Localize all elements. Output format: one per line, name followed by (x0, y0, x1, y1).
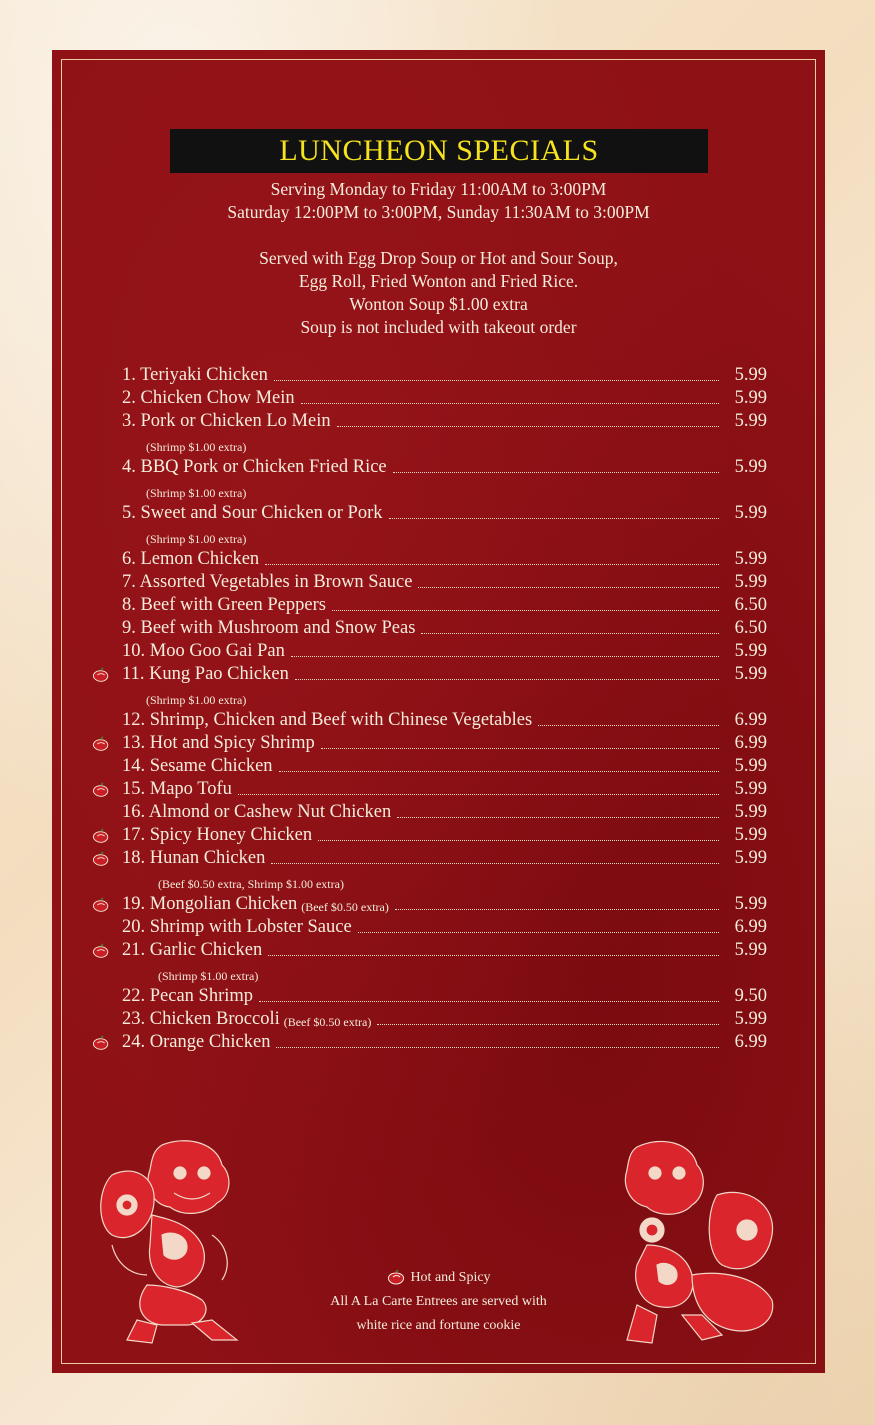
menu-item-name: 7. Assorted Vegetables in Brown Sauce (122, 572, 413, 592)
menu-item (122, 708, 767, 731)
menu-item-name: 9. Beef with Mushroom and Snow Peas (122, 618, 416, 638)
menu-item-price: 5.99 (734, 779, 767, 799)
menu-list (122, 363, 767, 1053)
menu-item (122, 616, 767, 639)
menu-item-name: 17. Spicy Honey Chicken (122, 825, 313, 845)
menu-item-price: 5.99 (734, 549, 767, 569)
legend-label: Hot and Spicy (410, 1270, 491, 1285)
menu-item-price: 5.99 (734, 365, 767, 385)
menu-item-name: 14. Sesame Chicken (122, 756, 273, 776)
menu-item-price: 5.99 (734, 411, 767, 431)
menu-item-inline-note: (Beef $0.50 extra) (301, 900, 389, 914)
menu-item-price: 5.99 (734, 503, 767, 523)
menu-item-note: (Shrimp $1.00 extra) (146, 532, 247, 546)
menu-item-note: (Beef $0.50 extra, Shrimp $1.00 extra) (158, 877, 344, 891)
menu-item-price: 6.99 (734, 733, 767, 753)
menu-item (122, 938, 767, 961)
menu-item-name: 3. Pork or Chicken Lo Mein (122, 411, 331, 431)
menu-item-price: 5.99 (734, 825, 767, 845)
dot-leader (238, 794, 719, 795)
menu-item (122, 754, 767, 777)
footer-notes (52, 1266, 825, 1338)
dot-leader (321, 748, 719, 749)
chili-pepper-icon (92, 828, 110, 844)
menu-item-name: 24. Orange Chicken (122, 1032, 271, 1052)
menu-item-name: 11. Kung Pao Chicken (122, 664, 289, 684)
chili-pepper-icon (386, 1270, 406, 1286)
menu-item-name: 21. Garlic Chicken (122, 940, 263, 960)
dot-leader (538, 725, 719, 726)
dot-leader (358, 932, 719, 933)
menu-item-name: 23. Chicken Broccoli (122, 1009, 280, 1029)
menu-item (122, 823, 767, 846)
menu-item (122, 915, 767, 938)
menu-item (122, 662, 767, 685)
menu-item (122, 1030, 767, 1053)
title-bar (170, 129, 708, 173)
menu-item (122, 593, 767, 616)
menu-title: LUNCHEON SPECIALS (279, 134, 599, 167)
menu-item-note: (Shrimp $1.00 extra) (146, 693, 247, 707)
menu-item (122, 892, 767, 915)
menu-item-price: 5.99 (734, 756, 767, 776)
menu-item-price: 6.99 (734, 1032, 767, 1052)
menu-panel (52, 50, 825, 1373)
menu-item (122, 363, 767, 386)
menu-item-name: 4. BBQ Pork or Chicken Fried Rice (122, 457, 387, 477)
menu-item-price: 5.99 (734, 940, 767, 960)
menu-item-name: 16. Almond or Cashew Nut Chicken (122, 802, 392, 822)
legend (52, 1266, 825, 1290)
dot-leader (295, 679, 719, 680)
menu-item-note: (Shrimp $1.00 extra) (146, 486, 247, 500)
menu-item (122, 386, 767, 409)
menu-item-note: (Shrimp $1.00 extra) (146, 440, 247, 454)
chili-pepper-icon (92, 897, 110, 913)
menu-item-name: 22. Pecan Shrimp (122, 986, 254, 1006)
menu-item (122, 570, 767, 593)
intro-line-4: Soup is not included with takeout order (300, 317, 577, 337)
menu-item-price: 5.99 (734, 641, 767, 661)
dot-leader (318, 840, 719, 841)
menu-item (122, 639, 767, 662)
chili-pepper-icon (92, 782, 110, 798)
menu-item-price: 6.50 (734, 595, 767, 615)
menu-item (122, 800, 767, 823)
menu-item-name: 15. Mapo Tofu (122, 779, 232, 799)
menu-item-name: 12. Shrimp, Chicken and Beef with Chinese Vegetables (122, 710, 533, 730)
dot-leader (395, 909, 719, 910)
dot-leader (265, 564, 719, 565)
menu-item (122, 455, 767, 478)
menu-item-name: 10. Moo Goo Gai Pan (122, 641, 285, 661)
dot-leader (337, 426, 719, 427)
menu-item-price: 6.99 (734, 917, 767, 937)
dot-leader (276, 1047, 719, 1048)
dot-leader (301, 403, 719, 404)
chili-pepper-icon (92, 667, 110, 683)
dot-leader (291, 656, 719, 657)
menu-item (122, 984, 767, 1007)
menu-item-price: 5.99 (734, 664, 767, 684)
intro-line-2: Egg Roll, Fried Wonton and Fried Rice. (298, 271, 579, 291)
menu-item-price: 6.50 (734, 618, 767, 638)
intro-line-3: Wonton Soup $1.00 extra (349, 294, 528, 314)
menu-item (122, 547, 767, 570)
dot-leader (268, 955, 719, 956)
chili-pepper-icon (92, 1035, 110, 1051)
menu-item (122, 846, 767, 869)
dot-leader (389, 518, 719, 519)
menu-item-price: 9.50 (734, 986, 767, 1006)
chili-pepper-icon (92, 736, 110, 752)
dot-leader (421, 633, 719, 634)
dot-leader (279, 771, 719, 772)
chili-pepper-icon (92, 943, 110, 959)
menu-item-price: 5.99 (734, 388, 767, 408)
menu-item-note: (Shrimp $1.00 extra) (158, 969, 259, 983)
menu-item (122, 731, 767, 754)
menu-item-price: 5.99 (734, 894, 767, 914)
menu-item (122, 777, 767, 800)
menu-item (122, 501, 767, 524)
menu-item-name: 19. Mongolian Chicken (122, 894, 298, 914)
menu-item-name: 1. Teriyaki Chicken (122, 365, 268, 385)
menu-item-price: 5.99 (734, 457, 767, 477)
menu-item-name: 13. Hot and Spicy Shrimp (122, 733, 315, 753)
dot-leader (418, 587, 719, 588)
hours-line-2: Saturday 12:00PM to 3:00PM, Sunday 11:30AM to 3:00PM (227, 202, 650, 222)
footer-line-2: white rice and fortune cookie (356, 1318, 521, 1333)
menu-item-price: 5.99 (734, 1009, 767, 1029)
menu-item-price: 5.99 (734, 802, 767, 822)
dot-leader (259, 1001, 719, 1002)
menu-item-name: 6. Lemon Chicken (122, 549, 260, 569)
menu-item-name: 5. Sweet and Sour Chicken or Pork (122, 503, 383, 523)
menu-item-inline-note: (Beef $0.50 extra) (283, 1015, 372, 1029)
dot-leader (393, 472, 719, 473)
dot-leader (274, 380, 719, 381)
hours-line-1: Serving Monday to Friday 11:00AM to 3:00PM (270, 179, 607, 199)
dot-leader (397, 817, 719, 818)
menu-item-name: 18. Hunan Chicken (122, 848, 266, 868)
dot-leader (271, 863, 719, 864)
menu-item-price: 6.99 (734, 710, 767, 730)
menu-item-name: 2. Chicken Chow Mein (122, 388, 295, 408)
menu-item-name: 20. Shrimp with Lobster Sauce (122, 917, 352, 937)
dot-leader (332, 610, 719, 611)
menu-item (122, 1007, 767, 1030)
menu-item-name: 8. Beef with Green Peppers (122, 595, 326, 615)
dot-leader (377, 1024, 719, 1025)
menu-item (122, 409, 767, 432)
menu-item-price: 5.99 (734, 848, 767, 868)
chili-pepper-icon (92, 851, 110, 867)
menu-item-price: 5.99 (734, 572, 767, 592)
footer-line-1: All A La Carte Entrees are served with (330, 1294, 547, 1309)
intro-line-1: Served with Egg Drop Soup or Hot and Sour Soup, (259, 248, 618, 268)
